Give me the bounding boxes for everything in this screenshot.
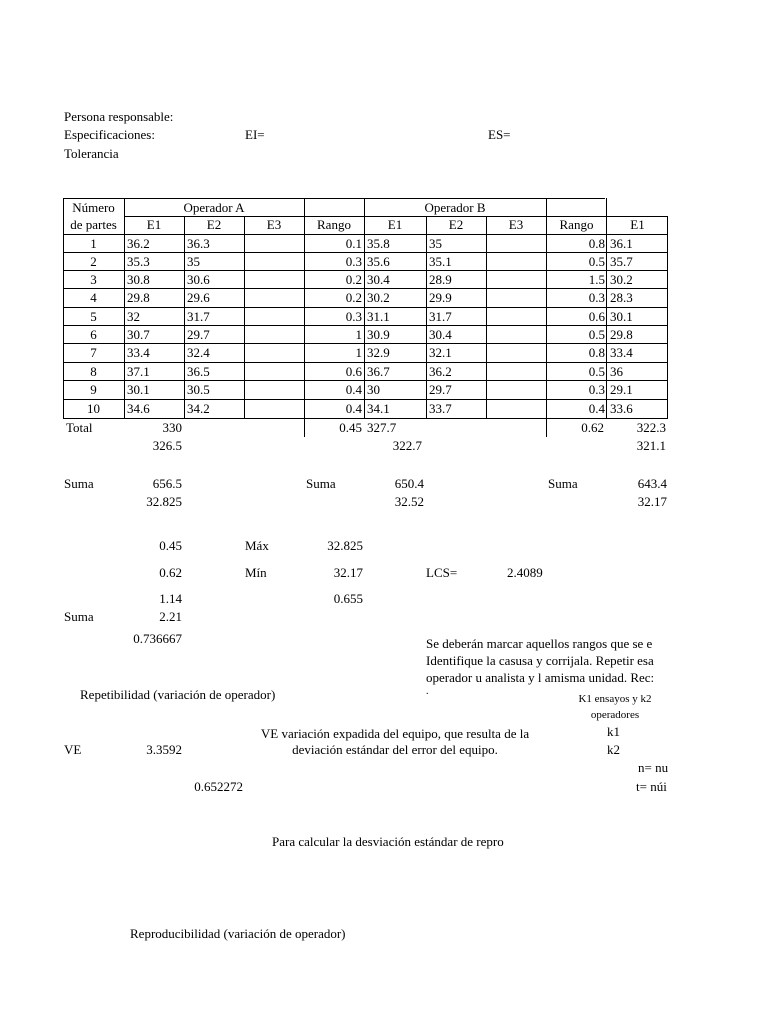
- table-cell: [486, 308, 546, 325]
- table-cell: 35.8: [367, 236, 390, 251]
- mean-c: 32.17: [637, 494, 667, 509]
- table-cell: 30.2: [610, 272, 633, 287]
- table-cell: 36.3: [187, 236, 210, 251]
- es-label: ES=: [488, 127, 511, 142]
- operator-b-header: Operador B: [424, 200, 486, 215]
- table-cell: 8: [90, 364, 97, 379]
- table-cell: 35: [429, 236, 442, 251]
- table-cell: 0.4: [345, 382, 362, 397]
- grid-line: [63, 380, 668, 381]
- k2-label: k2: [607, 742, 620, 757]
- table-cell: [244, 308, 304, 325]
- max-label: Máx: [245, 538, 269, 553]
- table-cell: 1: [355, 345, 362, 360]
- grid-line: [63, 198, 64, 419]
- table-cell: 29.8: [610, 327, 633, 342]
- note-line-3: operador u analista y l amisma unidad. Rec:: [426, 670, 655, 685]
- ve-desc-line2: deviación estándar del error del equipo.: [292, 742, 498, 757]
- table-cell: 28.9: [429, 272, 452, 287]
- grid-line: [63, 234, 668, 235]
- range-note: [426, 635, 668, 698]
- table-cell: 32.4: [187, 345, 210, 360]
- table-cell: 35.6: [367, 254, 390, 269]
- table-cell: 30: [367, 382, 380, 397]
- table-cell: 36: [610, 364, 623, 379]
- table-cell: 33.4: [610, 345, 633, 360]
- table-cell: [486, 289, 546, 306]
- parts-header: Número: [72, 200, 115, 215]
- table-cell: 30.1: [610, 309, 633, 324]
- range-mean-c: 1.14: [159, 591, 182, 606]
- grid-line: [304, 198, 305, 419]
- k-header-line2: operadores: [590, 709, 640, 721]
- table-cell: 0.6: [345, 364, 362, 379]
- table-cell: [244, 363, 304, 380]
- table-cell: [486, 326, 546, 343]
- grid-line: [546, 419, 547, 437]
- table-cell: 0.3: [588, 382, 605, 397]
- grid-line: [244, 216, 245, 419]
- table-cell: 0.4: [588, 401, 605, 416]
- min-label: Mín: [245, 565, 267, 580]
- table-cell: [486, 253, 546, 270]
- table-cell: 0.2: [345, 290, 362, 305]
- min-value: 32.17: [333, 565, 363, 580]
- table-cell: 3: [90, 272, 97, 287]
- column-header: Rango: [317, 217, 351, 232]
- note-line-2: Identifique la casusa y corrijala. Repetir esa: [426, 653, 654, 668]
- table-cell: 29.1: [610, 382, 633, 397]
- total-b-range: 0.62: [581, 420, 604, 435]
- grid-line: [63, 288, 668, 289]
- table-cell: 0.5: [588, 327, 605, 342]
- grid-line: [667, 216, 668, 419]
- reproducibility-title: Reproducibilidad (variación de operador): [130, 926, 346, 941]
- t-label: t= núi: [636, 779, 667, 794]
- range-mean-a: 0.45: [159, 538, 182, 553]
- table-cell: 10: [87, 401, 100, 416]
- ve-label: VE: [64, 742, 82, 757]
- table-cell: [244, 400, 304, 417]
- table-cell: 36.7: [367, 364, 390, 379]
- table-cell: [244, 381, 304, 398]
- table-cell: 28.3: [610, 290, 633, 305]
- max-value: 32.825: [327, 538, 363, 553]
- table-cell: 2: [90, 254, 97, 269]
- table-cell: 0.3: [345, 254, 362, 269]
- table-cell: 0.2: [345, 272, 362, 287]
- table-cell: [244, 253, 304, 270]
- table-cell: 0.3: [345, 309, 362, 324]
- tolerance-label: Tolerancia: [64, 146, 119, 161]
- table-cell: 0.8: [588, 236, 605, 251]
- table-cell: 34.6: [127, 401, 150, 416]
- grid-line: [63, 362, 668, 363]
- table-cell: [486, 400, 546, 417]
- table-cell: 35.7: [610, 254, 633, 269]
- note-dot: .: [426, 686, 429, 697]
- grid-line: [63, 343, 668, 344]
- ve-desc-line1: VE variación expadida del equipo, que resulta de la: [260, 726, 530, 741]
- lcs-label: LCS=: [426, 565, 458, 580]
- table-cell: 32.9: [367, 345, 390, 360]
- total-b: 327.7: [367, 420, 397, 435]
- table-cell: 32.1: [429, 345, 452, 360]
- table-cell: 0.1: [345, 236, 362, 251]
- table-cell: 34.1: [367, 401, 390, 416]
- lcs-value: 2.4089: [507, 565, 543, 580]
- grid-line: [63, 399, 668, 400]
- table-cell: 30.5: [187, 382, 210, 397]
- table-cell: 31.1: [367, 309, 390, 324]
- column-header: E2: [448, 217, 464, 232]
- table-cell: [244, 235, 304, 252]
- column-header: E3: [508, 217, 524, 232]
- grid-line: [63, 325, 668, 326]
- parts-header: de partes: [70, 217, 117, 232]
- repeatability-title: Repetibilidad (variación de operador): [80, 687, 276, 702]
- table-cell: 29.9: [429, 290, 452, 305]
- table-cell: [244, 289, 304, 306]
- grid-line: [426, 216, 427, 419]
- grid-line: [124, 216, 668, 217]
- column-header: E3: [266, 217, 282, 232]
- table-cell: 34.2: [187, 401, 210, 416]
- table-cell: 35.3: [127, 254, 150, 269]
- grid-line: [124, 198, 125, 419]
- range-mean-b: 0.62: [159, 565, 182, 580]
- table-cell: [244, 344, 304, 361]
- table-cell: 30.6: [187, 272, 210, 287]
- table-cell: 32: [127, 309, 140, 324]
- table-cell: 30.1: [127, 382, 150, 397]
- table-cell: 36.2: [127, 236, 150, 251]
- table-cell: 30.9: [367, 327, 390, 342]
- table-cell: 5: [90, 309, 97, 324]
- table-cell: 0.6: [588, 309, 605, 324]
- total-a-range: 0.45: [339, 420, 362, 435]
- table-cell: 29.7: [187, 327, 210, 342]
- grid-line: [63, 252, 668, 253]
- total-a: 330: [162, 420, 182, 435]
- mean-a: 32.825: [146, 494, 182, 509]
- table-cell: 33.6: [610, 401, 633, 416]
- table-cell: 0.4: [345, 401, 362, 416]
- table-cell: 0.8: [588, 345, 605, 360]
- table-cell: 36.5: [187, 364, 210, 379]
- table-cell: [486, 381, 546, 398]
- grid-line: [63, 270, 668, 271]
- table-cell: 35: [187, 254, 200, 269]
- table-cell: 30.8: [127, 272, 150, 287]
- table-cell: 30.2: [367, 290, 390, 305]
- repeatability-value: 0.652272: [194, 779, 243, 794]
- table-cell: 0.5: [588, 364, 605, 379]
- operator-a-header: Operador A: [183, 200, 245, 215]
- column-header: Rango: [559, 217, 594, 232]
- total-label: Total: [66, 420, 93, 435]
- grid-line: [606, 198, 607, 419]
- table-cell: 33.7: [429, 401, 452, 416]
- sum-b: 650.4: [394, 476, 424, 491]
- table-cell: 30.7: [127, 327, 150, 342]
- table-cell: [244, 326, 304, 343]
- table-cell: 29.8: [127, 290, 150, 305]
- sum-label-a: Suma: [64, 476, 94, 491]
- column-header: E2: [206, 217, 222, 232]
- table-cell: 1: [355, 327, 362, 342]
- table-cell: 31.7: [429, 309, 452, 324]
- table-cell: 36.2: [429, 364, 452, 379]
- responsible-label: Persona responsable:: [64, 109, 174, 124]
- table-cell: 29.6: [187, 290, 210, 305]
- grid-line: [486, 216, 487, 419]
- note-line-1: Se deberán marcar aquellos rangos que se e: [426, 636, 653, 651]
- total-a-2: 326.5: [152, 438, 182, 453]
- table-cell: [486, 363, 546, 380]
- table-cell: 31.7: [187, 309, 210, 324]
- table-cell: 33.4: [127, 345, 150, 360]
- sum-label-b: Suma: [306, 476, 336, 491]
- sum-c: 643.4: [637, 476, 667, 491]
- grid-line: [364, 198, 365, 419]
- grid-line: [546, 198, 547, 419]
- column-header: E1: [387, 217, 403, 232]
- grid-line: [184, 216, 185, 419]
- k1-label: k1: [607, 724, 620, 739]
- specs-label: Especificaciones:: [64, 127, 155, 142]
- table-cell: 4: [90, 290, 97, 305]
- grid-line: [63, 198, 605, 199]
- sum-a: 656.5: [152, 476, 182, 491]
- n-label: n= nu: [638, 760, 668, 775]
- total-c: 322.3: [636, 420, 666, 435]
- column-header: E1: [146, 217, 162, 232]
- ei-label: EI=: [245, 127, 265, 142]
- stats-sum-label: Suma: [64, 609, 94, 624]
- table-cell: 1: [90, 236, 97, 251]
- table-cell: 6: [90, 327, 97, 342]
- repro-calc-text: Para calcular la desviación estándar de repro: [272, 834, 504, 849]
- total-c-2: 321.1: [636, 438, 666, 453]
- grid-line: [63, 307, 668, 308]
- mean-b: 32.52: [394, 494, 424, 509]
- k-header-line1: K1 ensayos y k2: [578, 693, 652, 705]
- grid-line: [63, 418, 668, 419]
- table-cell: [486, 344, 546, 361]
- table-cell: [244, 271, 304, 288]
- table-cell: 0.5: [588, 254, 605, 269]
- table-cell: 35.1: [429, 254, 452, 269]
- column-header: E1: [630, 217, 645, 232]
- diff-value: 0.655: [333, 591, 363, 606]
- table-cell: 7: [90, 345, 97, 360]
- total-b-2: 322.7: [392, 438, 422, 453]
- table-cell: 9: [90, 382, 97, 397]
- table-cell: [486, 235, 546, 252]
- table-cell: 30.4: [429, 327, 452, 342]
- stats-mean-value: 0.736667: [133, 631, 182, 646]
- table-cell: 37.1: [127, 364, 150, 379]
- table-cell: 30.4: [367, 272, 390, 287]
- table-cell: [486, 271, 546, 288]
- grid-line: [304, 419, 305, 437]
- table-cell: 29.7: [429, 382, 452, 397]
- stats-sum-value: 2.21: [159, 609, 182, 624]
- table-cell: 0.3: [588, 290, 605, 305]
- ve-value: 3.3592: [146, 742, 182, 757]
- sum-label-c: Suma: [548, 476, 578, 491]
- table-cell: 36.1: [610, 236, 633, 251]
- table-cell: 1.5: [588, 272, 605, 287]
